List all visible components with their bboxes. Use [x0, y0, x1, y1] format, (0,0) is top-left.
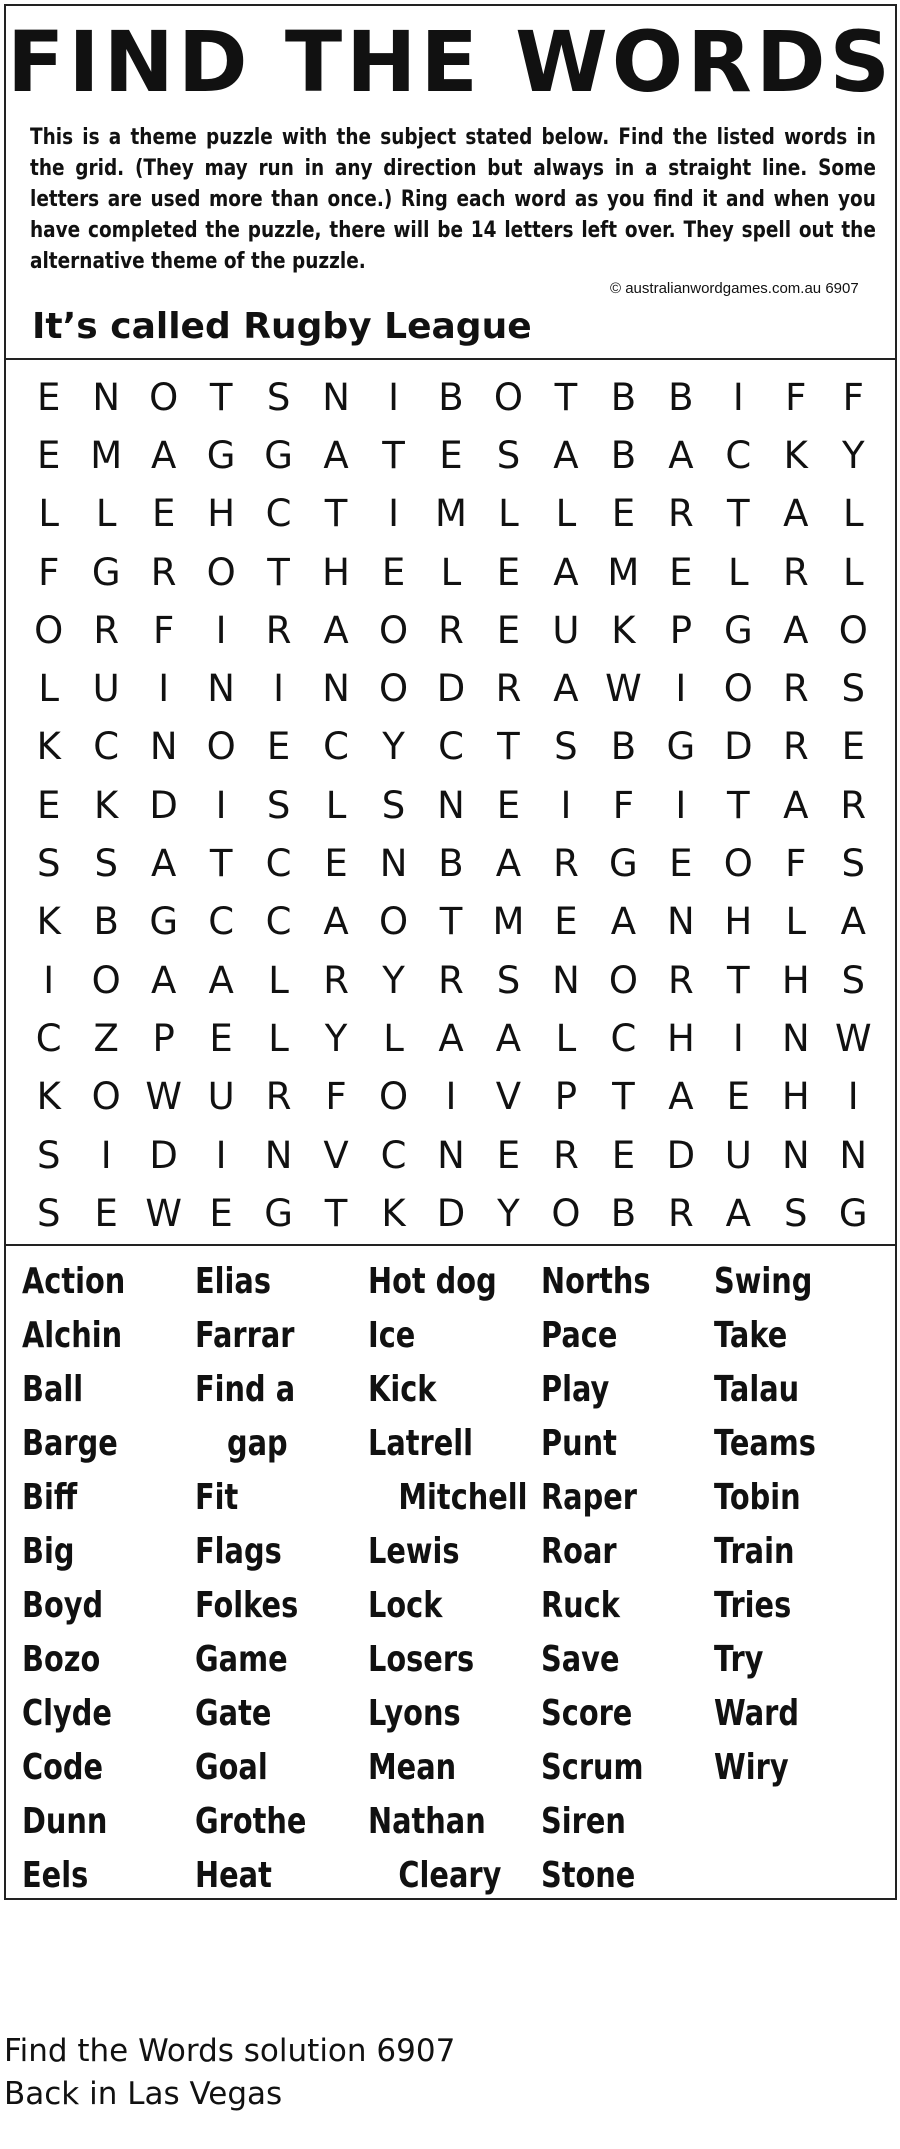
grid-letter[interactable]: R [782, 667, 809, 711]
grid-letter[interactable]: F [612, 783, 635, 827]
word-list-item: Elias [195, 1261, 271, 1302]
grid-letter[interactable]: R [553, 842, 579, 886]
word-list-item: Boyd [22, 1585, 104, 1626]
word-list-item: Scrum [541, 1747, 644, 1788]
grid-letter[interactable]: A [668, 1075, 694, 1119]
grid-letter[interactable]: R [495, 667, 522, 711]
grid-letter[interactable]: A [438, 1016, 464, 1060]
grid-letter[interactable]: N [264, 1133, 293, 1177]
grid-letter[interactable]: N [322, 375, 350, 419]
puzzle-box [4, 4, 897, 1900]
word-list-item: Big [22, 1531, 75, 1572]
grid-letter[interactable]: N [839, 1133, 868, 1177]
word-list-item: Talau [714, 1369, 800, 1410]
word-list-item: Farrar [195, 1315, 295, 1356]
grid-letter[interactable]: A [208, 958, 234, 1002]
grid-letter[interactable]: Y [382, 725, 405, 769]
word-list-item: Lock [368, 1585, 443, 1626]
word-list-item: Barge [22, 1423, 118, 1464]
grid-letter[interactable]: N [437, 783, 465, 827]
grid-letter[interactable]: Z [93, 1016, 119, 1060]
grid-letter[interactable]: W [834, 1016, 872, 1060]
grid-letter[interactable]: K [381, 1191, 406, 1235]
grid-letter[interactable]: U [92, 667, 120, 711]
grid-letter[interactable]: O [206, 725, 236, 769]
grid-letter[interactable]: B [438, 842, 464, 886]
grid-letter[interactable]: N [781, 1016, 810, 1060]
grid-letter[interactable]: K [94, 783, 119, 827]
grid-letter[interactable]: A [323, 433, 349, 477]
word-list-item: gap [227, 1423, 288, 1464]
grid-letter[interactable]: D [149, 1133, 178, 1177]
grid-letter[interactable]: A [151, 433, 177, 477]
grid-letter[interactable]: T [497, 725, 520, 769]
grid-letter[interactable]: R [265, 608, 292, 652]
grid-letter[interactable]: S [554, 725, 578, 769]
grid-letter[interactable]: L [95, 492, 117, 536]
grid-letter[interactable]: C [725, 433, 752, 477]
grid-letter[interactable]: A [553, 667, 579, 711]
grid-letter[interactable]: T [324, 492, 348, 536]
word-list-item: Game [195, 1639, 288, 1680]
word-list-item: Bozo [22, 1639, 101, 1680]
grid-letter[interactable]: G [609, 842, 638, 886]
word-list-item: Train [714, 1531, 795, 1572]
grid-letter[interactable]: T [727, 783, 750, 827]
grid-letter[interactable]: O [378, 900, 409, 944]
instructions-text: This is a theme puzzle with the subject stated below. Find the listed words in the grid. (They may run in any direction but always in a straight line. Some letters are used more than once.) Ring each word as you find it and when you have completed the puzzle, there will be 14 letters left over. They spell out the alternative theme of the puzzle. [30, 125, 876, 274]
word-list [22, 1255, 888, 1903]
grid-letter[interactable]: S [841, 842, 866, 886]
word-list-item: Try [714, 1639, 764, 1680]
grid-letter[interactable]: E [94, 1191, 118, 1235]
grid-letter[interactable]: N [437, 1133, 465, 1177]
solution-answer: Back in Las Vegas [4, 2076, 283, 2112]
word-list-item [714, 1849, 852, 1903]
letter-grid [20, 368, 882, 1242]
grid-letter[interactable]: O [551, 1191, 581, 1235]
grid-letter[interactable]: R [840, 783, 867, 827]
grid-letter[interactable]: O [723, 842, 753, 886]
word-list-item: Lyons [368, 1693, 461, 1734]
grid-letter[interactable]: A [495, 1016, 522, 1060]
grid-letter[interactable]: A [610, 900, 637, 944]
grid-letter[interactable]: B [610, 433, 637, 477]
grid-letter[interactable]: N [92, 375, 121, 419]
word-list-item: Alchin [22, 1315, 123, 1356]
grid-letter[interactable]: A [151, 842, 177, 886]
grid-letter[interactable]: I [388, 375, 399, 419]
grid-letter[interactable]: K [36, 1075, 61, 1119]
word-list-item: Dunn [22, 1801, 108, 1842]
grid-letter[interactable]: T [612, 1075, 635, 1119]
grid-letter[interactable]: T [382, 433, 405, 477]
grid-letter[interactable]: O [206, 550, 236, 594]
grid-letter[interactable]: S [841, 958, 866, 1002]
grid-letter[interactable]: Y [841, 433, 865, 477]
grid-letter[interactable]: E [496, 1133, 521, 1177]
grid-letter[interactable]: S [496, 958, 521, 1002]
grid-letter[interactable]: N [149, 725, 178, 769]
word-list-item: Wiry [714, 1747, 789, 1788]
grid-letter[interactable]: T [727, 958, 750, 1002]
grid-letter[interactable]: L [440, 550, 462, 594]
grid-letter[interactable]: T [209, 375, 233, 419]
credit-text: © australianwordgames.com.au 6907 [610, 280, 859, 297]
grid-letter[interactable]: R [265, 1075, 292, 1119]
word-list-item: Norths [541, 1261, 651, 1302]
grid-letter[interactable]: A [553, 550, 579, 594]
grid-letter[interactable]: E [37, 375, 61, 419]
word-list-item: Nathan [368, 1801, 486, 1842]
grid-letter[interactable]: F [842, 375, 864, 419]
grid-letter[interactable]: L [728, 550, 749, 594]
grid-letter[interactable]: G [206, 433, 236, 477]
word-list-item: Latrell [368, 1423, 474, 1464]
grid-letter[interactable]: P [669, 608, 693, 652]
word-list-item: Goal [195, 1747, 268, 1788]
grid-letter[interactable]: L [555, 1016, 577, 1060]
word-list-item: Mitchell [398, 1477, 528, 1518]
grid-letter[interactable]: F [38, 550, 60, 594]
grid-letter[interactable]: S [36, 842, 61, 886]
grid-letter[interactable]: A [323, 608, 349, 652]
grid-letter[interactable]: E [496, 608, 521, 652]
word-list-item: Hot dog [368, 1261, 497, 1302]
word-list-item: Stone [541, 1855, 636, 1896]
grid-letter[interactable]: M [90, 433, 123, 477]
grid-letter[interactable]: D [436, 667, 466, 711]
word-list-item: Code [22, 1747, 104, 1788]
grid-letter[interactable]: B [438, 375, 464, 419]
grid-letter[interactable]: A [840, 900, 866, 944]
word-list-item: Losers [368, 1639, 475, 1680]
grid-letter[interactable]: O [378, 1075, 409, 1119]
grid-letter[interactable]: Y [324, 1016, 348, 1060]
grid-letter[interactable]: N [781, 1133, 810, 1177]
divider [6, 358, 895, 360]
grid-letter[interactable]: R [668, 958, 694, 1002]
word-list-item: Kick [368, 1369, 437, 1410]
grid-letter[interactable]: K [36, 725, 61, 769]
grid-letter[interactable]: N [322, 667, 350, 711]
solution-title: Find the Words solution 6907 [4, 2033, 456, 2069]
grid-letter[interactable]: A [151, 958, 177, 1002]
word-list-item: Eels [22, 1855, 89, 1896]
word-list-item: Fit [195, 1477, 239, 1518]
grid-letter[interactable]: D [724, 725, 753, 769]
grid-letter[interactable]: U [207, 1075, 235, 1119]
grid-letter[interactable]: I [43, 958, 55, 1002]
word-list-item: Find a [195, 1369, 296, 1410]
grid-letter[interactable]: T [727, 492, 750, 536]
grid-letter[interactable]: D [436, 1191, 466, 1235]
grid-letter[interactable]: P [152, 1016, 175, 1060]
word-list-item: Ball [22, 1369, 84, 1410]
grid-letter[interactable]: M [607, 550, 640, 594]
word-list-item: Play [541, 1369, 610, 1410]
grid-letter[interactable]: T [209, 842, 233, 886]
grid-letter[interactable]: O [723, 667, 753, 711]
word-list-item: Gate [195, 1693, 272, 1734]
grid-letter[interactable]: C [610, 1016, 637, 1060]
grid-letter[interactable]: O [91, 958, 121, 1002]
grid-letter[interactable]: I [675, 783, 687, 827]
grid-letter[interactable]: L [325, 783, 347, 827]
grid-letter[interactable]: R [668, 1191, 694, 1235]
grid-letter[interactable]: I [215, 608, 227, 652]
grid-letter[interactable]: C [265, 900, 292, 944]
grid-letter[interactable]: N [207, 667, 235, 711]
grid-letter[interactable]: G [91, 550, 121, 594]
grid-letter[interactable]: V [495, 1075, 522, 1119]
grid-letter[interactable]: I [732, 1016, 744, 1060]
word-list-item: Folkes [195, 1585, 299, 1626]
grid-letter[interactable]: L [268, 1016, 289, 1060]
grid-letter[interactable]: I [675, 667, 687, 711]
grid-letter[interactable]: M [435, 492, 467, 536]
grid-letter[interactable]: F [785, 842, 807, 886]
grid-letter[interactable]: E [726, 1075, 751, 1119]
grid-letter[interactable]: R [782, 725, 809, 769]
grid-letter[interactable]: K [36, 900, 61, 944]
word-list-item: Save [541, 1639, 620, 1680]
grid-letter[interactable]: L [383, 1016, 404, 1060]
grid-letter[interactable]: G [264, 1191, 293, 1235]
grid-letter[interactable]: U [552, 608, 580, 652]
puzzle-theme: It’s called Rugby League [32, 306, 532, 347]
word-list-item: Tries [714, 1585, 792, 1626]
grid-letter[interactable]: O [838, 608, 868, 652]
grid-letter[interactable]: M [492, 900, 525, 944]
grid-letter[interactable]: O [378, 608, 409, 652]
grid-letter[interactable]: I [388, 492, 399, 536]
grid-letter[interactable]: I [215, 1133, 227, 1177]
grid-letter[interactable]: N [667, 900, 695, 944]
word-list-item: Raper [541, 1477, 637, 1518]
grid-letter[interactable]: F [785, 375, 807, 419]
grid-letter[interactable]: H [781, 1075, 810, 1119]
grid-letter[interactable]: E [496, 783, 521, 827]
word-list-item: Action [22, 1261, 126, 1302]
grid-letter[interactable]: R [150, 550, 177, 594]
grid-letter[interactable]: I [847, 1075, 859, 1119]
word-list-item: Siren [541, 1801, 626, 1842]
word-list-item: Score [541, 1693, 633, 1734]
divider [6, 1244, 895, 1246]
grid-letter[interactable]: E [439, 433, 463, 477]
grid-letter[interactable]: O [34, 608, 64, 652]
grid-letter[interactable]: K [611, 608, 636, 652]
grid-letter[interactable]: H [322, 550, 350, 594]
word-list-item: Ward [714, 1693, 799, 1734]
grid-letter[interactable]: S [381, 783, 406, 827]
grid-letter[interactable]: L [498, 492, 519, 536]
grid-letter[interactable]: E [841, 725, 865, 769]
grid-letter[interactable]: V [323, 1133, 349, 1177]
grid-letter[interactable]: L [38, 667, 60, 711]
grid-letter[interactable]: E [324, 842, 348, 886]
grid-letter[interactable]: D [666, 1133, 696, 1177]
grid-letter[interactable]: S [36, 1133, 61, 1177]
grid-letter[interactable]: G [666, 725, 696, 769]
grid-letter[interactable]: A [668, 433, 694, 477]
grid-letter[interactable]: B [93, 900, 119, 944]
grid-letter[interactable]: S [266, 375, 291, 419]
grid-letter[interactable]: P [554, 1075, 578, 1119]
grid-letter[interactable]: E [151, 492, 176, 536]
word-list-item [714, 1795, 852, 1849]
word-list-item: Biff [22, 1477, 78, 1518]
grid-letter[interactable]: S [841, 667, 866, 711]
grid-letter[interactable]: C [35, 1016, 62, 1060]
grid-letter[interactable]: C [208, 900, 235, 944]
grid-letter[interactable]: H [781, 958, 810, 1002]
grid-letter[interactable]: Y [497, 1191, 520, 1235]
grid-letter[interactable]: O [378, 667, 409, 711]
grid-letter[interactable]: E [554, 900, 578, 944]
grid-letter[interactable]: E [37, 783, 61, 827]
grid-letter[interactable]: S [94, 842, 118, 886]
word-list-item: Flags [195, 1531, 282, 1572]
grid-letter[interactable]: R [553, 1133, 579, 1177]
grid-letter[interactable]: L [38, 492, 60, 536]
grid-letter[interactable]: I [158, 667, 170, 711]
grid-letter[interactable]: A [783, 608, 809, 652]
grid-letter[interactable]: L [842, 550, 864, 594]
grid-letter[interactable]: E [611, 1133, 636, 1177]
grid-letter[interactable]: B [610, 375, 637, 419]
grid-letter[interactable]: W [145, 1191, 182, 1235]
word-list-item: Pace [541, 1315, 618, 1356]
grid-letter[interactable]: C [323, 725, 349, 769]
grid-letter[interactable]: E [669, 842, 693, 886]
grid-letter[interactable]: S [36, 1191, 61, 1235]
grid-letter[interactable]: I [100, 1133, 112, 1177]
word-list-item: Lewis [368, 1531, 460, 1572]
grid-letter[interactable]: E [209, 1016, 233, 1060]
grid-letter[interactable]: E [37, 433, 61, 477]
grid-letter[interactable]: C [380, 1133, 407, 1177]
word-list-item: Mean [368, 1747, 457, 1788]
grid-letter[interactable]: C [93, 725, 120, 769]
grid-letter[interactable]: W [605, 667, 642, 711]
grid-letter[interactable]: N [379, 842, 408, 886]
grid-letter[interactable]: H [666, 1016, 695, 1060]
word-list-item: Swing [714, 1261, 813, 1302]
grid-letter[interactable]: T [554, 375, 578, 419]
grid-letter[interactable]: O [91, 1075, 121, 1119]
grid-letter[interactable]: G [723, 608, 753, 652]
grid-letter[interactable]: L [842, 492, 864, 536]
grid-letter[interactable]: C [438, 725, 464, 769]
grid-letter[interactable]: G [149, 900, 178, 944]
grid-letter[interactable]: A [725, 1191, 751, 1235]
grid-letter[interactable]: T [439, 900, 463, 944]
grid-letter[interactable]: A [323, 900, 349, 944]
grid-letter[interactable]: D [149, 783, 178, 827]
grid-letter[interactable]: A [553, 433, 579, 477]
grid-letter[interactable]: L [785, 900, 807, 944]
grid-letter[interactable]: R [93, 608, 120, 652]
grid-letter[interactable]: A [783, 492, 809, 536]
grid-letter[interactable]: W [145, 1075, 182, 1119]
grid-letter[interactable]: F [153, 608, 175, 652]
grid-letter[interactable]: B [668, 375, 694, 419]
word-list-item: Grothe [195, 1801, 307, 1842]
word-list-item: Take [714, 1315, 788, 1356]
grid-letter[interactable]: A [783, 783, 809, 827]
word-list-item: Punt [541, 1423, 617, 1464]
grid-letter[interactable]: U [724, 1133, 752, 1177]
grid-letter[interactable]: O [493, 375, 524, 419]
grid-letter[interactable]: E [381, 550, 406, 594]
grid-letter[interactable]: T [267, 550, 290, 594]
grid-letter[interactable]: I [560, 783, 572, 827]
word-list-item: Heat [195, 1855, 272, 1896]
grid-letter[interactable]: E [266, 725, 291, 769]
grid-letter[interactable]: O [149, 375, 179, 419]
grid-letter[interactable]: H [207, 492, 236, 536]
word-list-item: Clyde [22, 1693, 112, 1734]
grid-letter[interactable]: L [268, 958, 289, 1002]
grid-letter[interactable]: I [732, 375, 744, 419]
grid-letter[interactable]: S [266, 783, 291, 827]
grid-letter[interactable]: C [265, 492, 292, 536]
grid-letter[interactable]: E [209, 1191, 233, 1235]
word-list-item: Teams [714, 1423, 816, 1464]
grid-letter[interactable]: I [445, 1075, 457, 1119]
grid-letter[interactable]: A [495, 842, 522, 886]
grid-letter[interactable]: R [323, 958, 349, 1002]
grid-letter[interactable]: G [264, 433, 293, 477]
word-list-item: Cleary [398, 1855, 502, 1896]
grid-letter[interactable]: F [325, 1075, 347, 1119]
grid-letter[interactable]: T [324, 1191, 348, 1235]
grid-letter[interactable]: N [552, 958, 580, 1002]
grid-letter[interactable]: C [265, 842, 292, 886]
grid-letter[interactable]: L [555, 492, 577, 536]
grid-letter[interactable]: K [783, 433, 808, 477]
word-list-item: Tobin [714, 1477, 801, 1518]
word-list-item: Ruck [541, 1585, 620, 1626]
grid-letter[interactable]: E [611, 492, 636, 536]
grid-letter[interactable]: R [438, 608, 464, 652]
word-list-item: Ice [368, 1315, 416, 1356]
solution-block [4, 2030, 455, 2116]
grid-letter[interactable]: O [608, 958, 638, 1002]
grid-letter[interactable]: B [610, 1191, 637, 1235]
grid-letter[interactable]: B [610, 725, 637, 769]
grid-letter[interactable]: G [838, 1191, 868, 1235]
grid-letter[interactable]: E [669, 550, 693, 594]
grid-letter[interactable]: R [668, 492, 694, 536]
grid-letter[interactable]: R [438, 958, 464, 1002]
grid-letter[interactable]: I [273, 667, 285, 711]
grid-letter[interactable]: S [496, 433, 521, 477]
grid-letter[interactable]: S [784, 1191, 808, 1235]
word-list-item: Roar [541, 1531, 617, 1572]
grid-letter[interactable]: R [782, 550, 809, 594]
grid-letter[interactable]: Y [382, 958, 405, 1002]
puzzle-title: FIND THE WORDS [6, 13, 895, 111]
grid-letter[interactable]: I [215, 783, 227, 827]
grid-letter[interactable]: E [496, 550, 521, 594]
grid-letter[interactable]: H [724, 900, 753, 944]
